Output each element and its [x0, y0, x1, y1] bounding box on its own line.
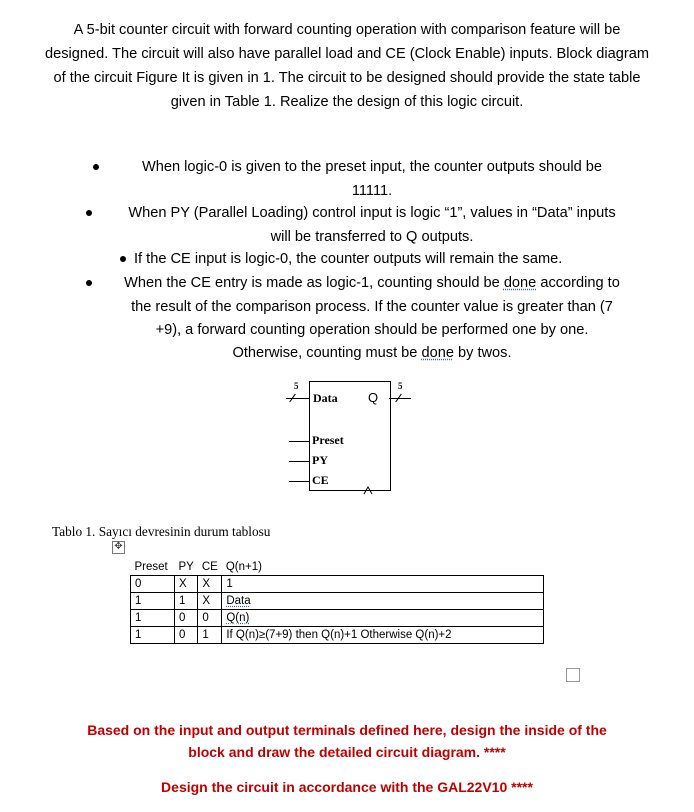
preset-pin-label: Preset — [312, 433, 344, 447]
bullet-dot — [86, 280, 92, 286]
bullet-4-line-3: +9), a forward counting operation should be performed one by one. — [155, 322, 589, 338]
column-header: Q(n+1) — [222, 559, 544, 576]
table-row — [131, 576, 544, 593]
table-cell: Q(n) — [222, 610, 544, 627]
bullet-2-line-1: When PY (Parallel Loading) control input is logic “1”, values in “Data” inputs — [128, 205, 616, 221]
table-caption: Tablo 1. Sayıcı devresinin durum tablosu — [52, 524, 271, 539]
bullet-1-line-2: 11111. — [351, 183, 393, 199]
q-output-line — [389, 398, 411, 399]
table-row — [131, 593, 544, 610]
py-pin-label: PY — [312, 453, 328, 467]
table-cell: 0 — [198, 610, 222, 627]
bullet-4-line-2: the result of the comparison process. If the counter value is greater than (7 — [131, 299, 613, 315]
table-cell: 0 — [175, 627, 198, 644]
spellcheck-word: done — [503, 275, 537, 291]
table-cell: 1 — [175, 593, 198, 610]
q-pin-label: Q — [368, 390, 379, 405]
table-cell: 1 — [222, 576, 544, 593]
bullet-1-line-1: When logic-0 is given to the preset input, the counter outputs should be — [142, 159, 602, 175]
table-cell: 1 — [198, 627, 222, 644]
table-cell: If Q(n)≥(7+9) then Q(n)+1 Otherwise Q(n)+2 — [222, 627, 544, 644]
table-cell: Data — [222, 593, 544, 610]
q-bus-width: 5 — [398, 381, 403, 391]
ce-pin-label: CE — [312, 473, 329, 487]
data-pin-label: Data — [313, 391, 338, 405]
table-cell: X — [198, 576, 222, 593]
table-cell: X — [198, 593, 222, 610]
bullet-dot — [93, 164, 99, 170]
py-input-line — [289, 461, 309, 462]
table-cell: 0 — [175, 610, 198, 627]
table-move-handle-icon[interactable]: ✥ — [112, 541, 125, 554]
footer-instruction-line-3: Design the circuit in accordance with the GAL22V10 **** — [161, 779, 533, 795]
column-header: Preset — [131, 559, 175, 576]
bullet-3-line-1: If the CE input is logic-0, the counter outputs will remain the same. — [134, 251, 563, 267]
table-header-row — [131, 559, 544, 576]
ce-input-line — [289, 481, 309, 482]
state-table — [130, 559, 544, 644]
bullet-4-line-1: When the CE entry is made as logic-1, counting should be done according to — [124, 275, 620, 291]
clock-triangle-icon — [362, 483, 374, 495]
bullet-2-line-2: will be transferred to Q outputs. — [270, 229, 474, 245]
problem-intro: A 5-bit counter circuit with forward counting operation with comparison feature will be designed. The circuit will also have parallel load and CE (Clock Enable) inputs. Block diagram of the circuit Figure It is given in 1. The circuit to be designed should provide the state table given in Table 1. Realize the design of this logic circuit. — [44, 22, 650, 110]
footer-instruction-line-2: block and draw the detailed circuit diagram. **** — [188, 744, 506, 760]
bullet-4-line-4: Otherwise, counting must be done by twos. — [232, 345, 512, 361]
bullet-dot — [120, 256, 126, 262]
table-row — [131, 627, 544, 644]
table-cell: 1 — [131, 610, 175, 627]
spellcheck-word: done — [421, 345, 454, 361]
table-row — [131, 610, 544, 627]
data-bus-width: 5 — [294, 381, 299, 391]
preset-input-line — [289, 441, 309, 442]
bullet-dot — [86, 210, 92, 216]
column-header: CE — [198, 559, 222, 576]
checkbox[interactable] — [566, 668, 580, 682]
table-cell: X — [175, 576, 198, 593]
table-cell: 0 — [131, 576, 175, 593]
table-cell: 1 — [131, 627, 175, 644]
footer-instruction-line-1: Based on the input and output terminals defined here, design the inside of the — [87, 722, 607, 738]
table-cell: 1 — [131, 593, 175, 610]
column-header: PY — [175, 559, 198, 576]
data-input-line — [286, 398, 309, 399]
